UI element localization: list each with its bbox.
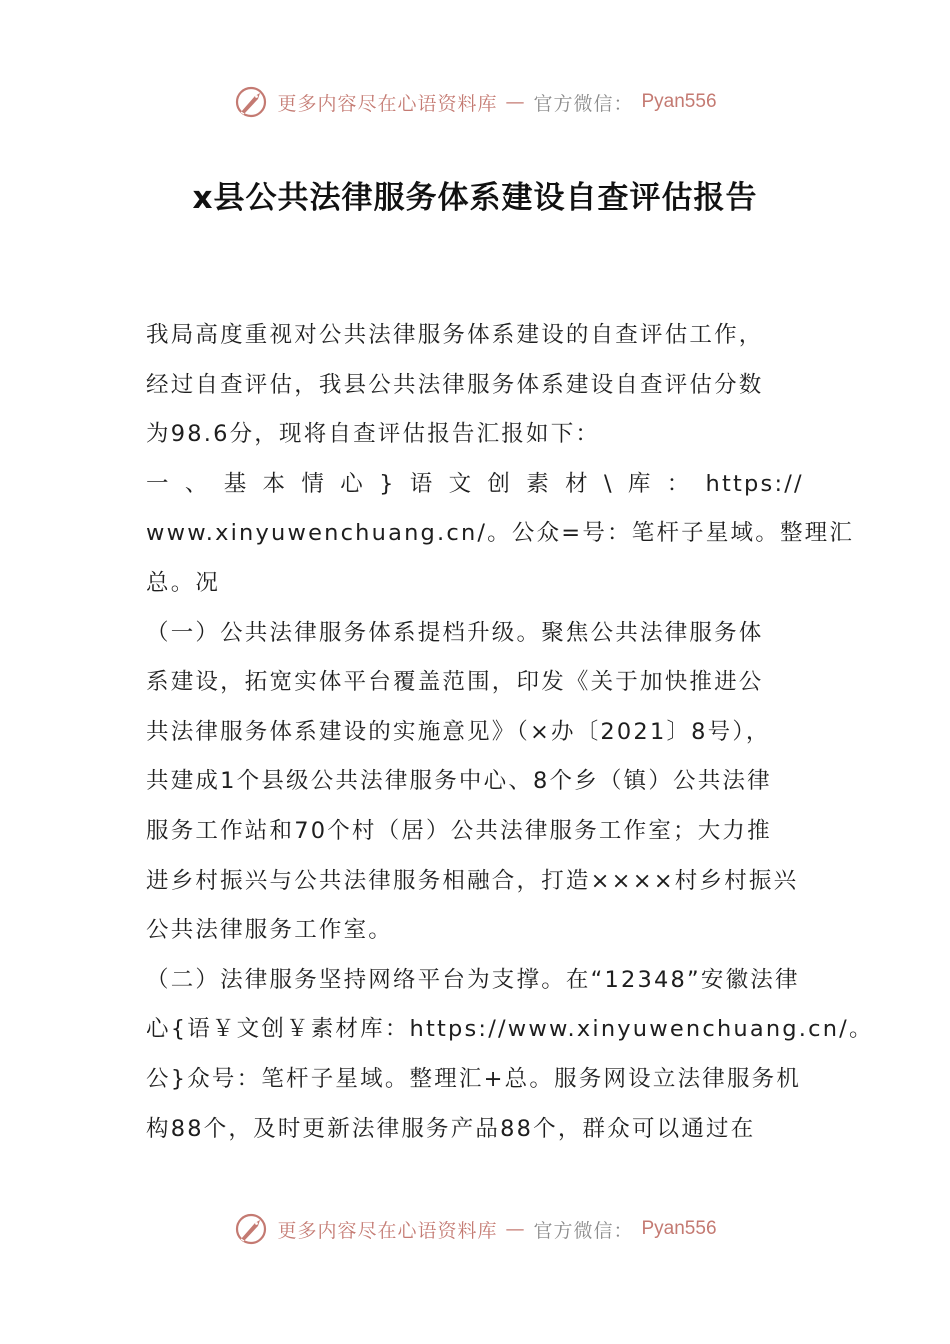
text-line: 公}众号：笔杆子星域。整理汇+总。服务网设立法律服务机 [146,1065,802,1092]
heading-char: 材 [565,470,590,497]
banner-main-text: 更多内容尽在心语资料库 [277,92,498,115]
subsection-1-paragraph [146,609,804,956]
text-line: （二）法律服务坚持网络平台为支撑。在“12348”安徽法律 [146,966,800,993]
banner-wechat-label: 官方微信： [533,92,634,115]
section-1-heading-line [146,460,804,510]
heading-char: 本 [262,470,288,497]
heading-char: https:// [705,470,804,497]
heading-char: ： [666,470,692,497]
pen-nib-logo-icon [233,1211,269,1247]
text-line: 经过自查评估，我县公共法律服务体系建设自查评估分数 [146,371,764,398]
text-line: （一）公共法律服务体系提档升级。聚焦公共法律服务体 [146,619,764,646]
intro-paragraph [146,311,804,460]
header-watermark-banner [0,80,950,124]
heading-char: 基 [223,470,249,497]
banner-wechat-id: Pyan556 [641,91,717,112]
heading-char: 文 [448,470,474,497]
heading-char: 、 [184,470,210,497]
heading-char: 心 [340,470,365,497]
text-line: 进乡村振兴与公共法律服务相融合，打造××××村乡村振兴 [146,867,799,894]
heading-char: 一 [146,470,171,497]
text-line: 系建设，拓宽实体平台覆盖范围，印发《关于加快推进公 [146,669,764,696]
heading-char: 情 [301,470,327,497]
banner-main-text: 更多内容尽在心语资料库 [277,1219,498,1242]
text-line: 我局高度重视对公共法律服务体系建设的自查评估工作， [146,322,764,348]
heading-char: \ [603,470,614,497]
text-line: www.xinyuwenchuang.cn/。公众=号：笔杆子星域。整理汇 [146,520,855,547]
text-line: 心{语￥文创￥素材库：https://www.xinyuwenchuang.cn/。 [146,1016,874,1043]
text-line: 共建成1个县级公共法律服务中心、8个乡（镇）公共法律 [146,768,772,795]
text-line: 总。况 [146,569,221,596]
text-line: 构88个，及时更新法律服务产品88个，群众可以通过在 [146,1115,756,1142]
document-title: x县公共法律服务体系建设自查评估报告 [192,180,758,216]
banner-wechat-id: Pyan556 [641,1218,717,1239]
footer-watermark-banner [0,1207,950,1251]
text-line: 服务工作站和70个村（居）公共法律服务工作室；大力推 [146,817,772,844]
heading-char: 素 [526,470,551,497]
text-line: 公共法律服务工作室。 [146,917,394,944]
pen-nib-logo-icon [233,84,269,120]
banner-dash: — [505,91,526,113]
banner-wechat-label: 官方微信： [533,1219,634,1242]
document-body [146,311,874,1154]
section-1-paragraph [146,460,855,609]
text-line: 为98.6分，现将自查评估报告汇报如下： [146,421,601,448]
heading-char: } [379,470,396,497]
heading-char: 库 [627,470,653,497]
banner-dash: — [505,1218,526,1240]
subsection-2-paragraph [146,956,874,1154]
heading-char: 创 [487,470,513,497]
text-line: 共法律服务体系建设的实施意见》（×办〔2021〕8号）， [146,718,771,745]
heading-char: 语 [409,470,435,497]
